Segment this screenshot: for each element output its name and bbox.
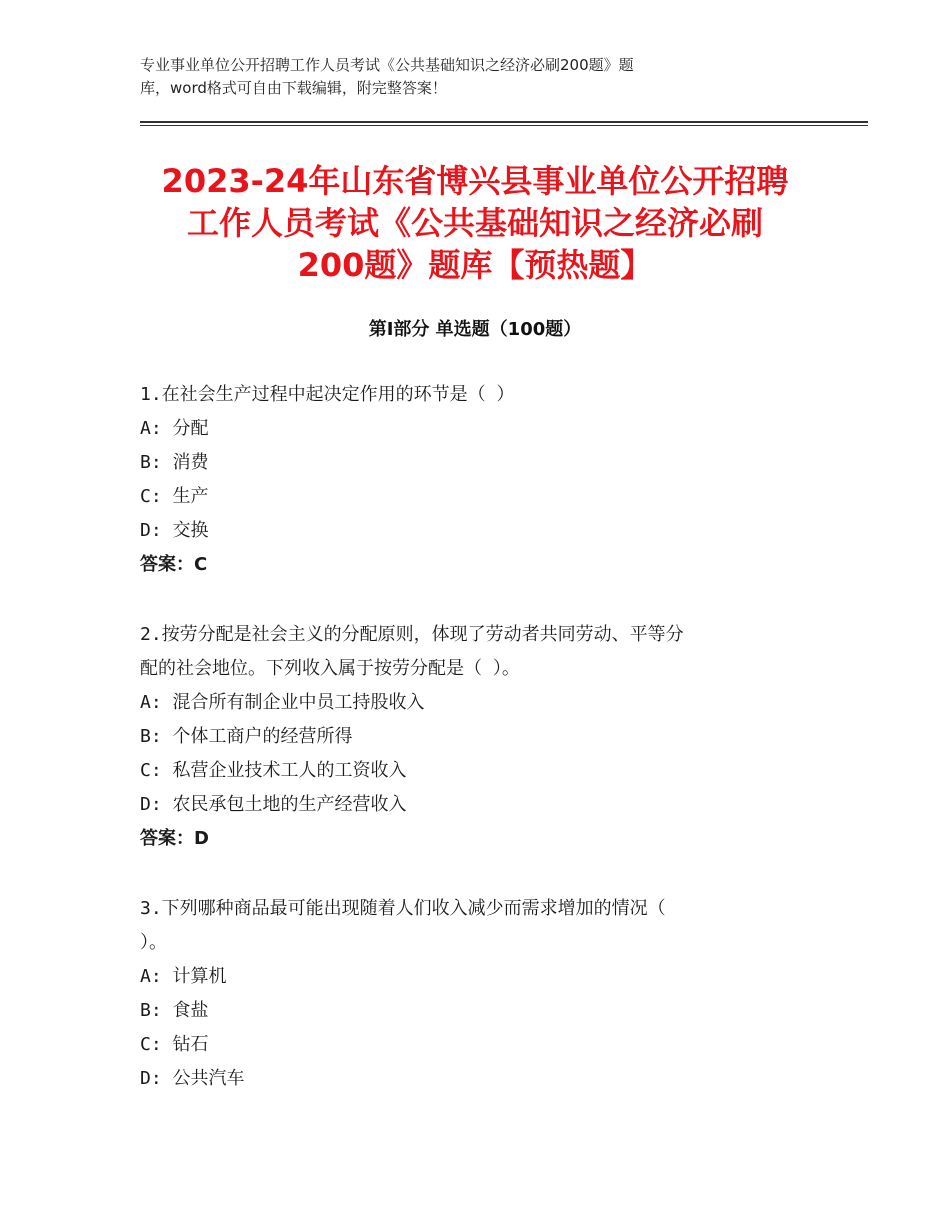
question-3 (140, 892, 800, 1096)
option-d: D: 交换 (140, 520, 209, 541)
question-1 (140, 378, 800, 582)
option-a: A: 分配 (140, 418, 209, 439)
title-line-2: 工作人员考试《公共基础知识之经济必刷 (186, 204, 763, 242)
title-line-1: 2023-24年山东省博兴县事业单位公开招聘 (161, 162, 789, 200)
header-rule-thick (140, 121, 868, 123)
title-line-3: 200题》题库【预热题】 (297, 246, 653, 284)
option-c: C: 钻石 (140, 1034, 209, 1055)
question-2 (140, 618, 800, 856)
question-stem-line-2: 配的社会地位。下列收入属于按劳分配是（ ）。 (140, 658, 520, 679)
header-line-1: 专业事业单位公开招聘工作人员考试《公共基础知识之经济必刷200题》题 (140, 56, 634, 74)
question-stem-line-2: ）。 (140, 932, 167, 953)
question-stem: 1.在社会生产过程中起决定作用的环节是（ ） (140, 384, 515, 405)
option-a: A: 计算机 (140, 966, 227, 987)
question-stem-line-1: 2.按劳分配是社会主义的分配原则，体现了劳动者共同劳动、平等分 (140, 624, 684, 645)
header-rule-thin (140, 125, 868, 126)
question-stem-line-1: 3.下列哪种商品最可能出现随着人们收入减少而需求增加的情况（ (140, 898, 666, 919)
answer: 答案：D (140, 828, 209, 849)
section-heading: 第Ⅰ部分 单选题（100题） (368, 319, 582, 340)
option-d: D: 农民承包土地的生产经营收入 (140, 794, 407, 815)
option-c: C: 私营企业技术工人的工资收入 (140, 760, 407, 781)
header-line-2: 库，word格式可自由下载编辑，附完整答案！ (140, 79, 447, 97)
option-a: A: 混合所有制企业中员工持股收入 (140, 692, 425, 713)
document-title (100, 160, 850, 286)
option-d: D: 公共汽车 (140, 1068, 245, 1089)
answer: 答案：C (140, 554, 208, 575)
option-b: B: 食盐 (140, 1000, 209, 1021)
option-b: B: 个体工商户的经营所得 (140, 726, 353, 747)
document-header-note (140, 54, 780, 100)
option-b: B: 消费 (140, 452, 209, 473)
option-c: C: 生产 (140, 486, 209, 507)
